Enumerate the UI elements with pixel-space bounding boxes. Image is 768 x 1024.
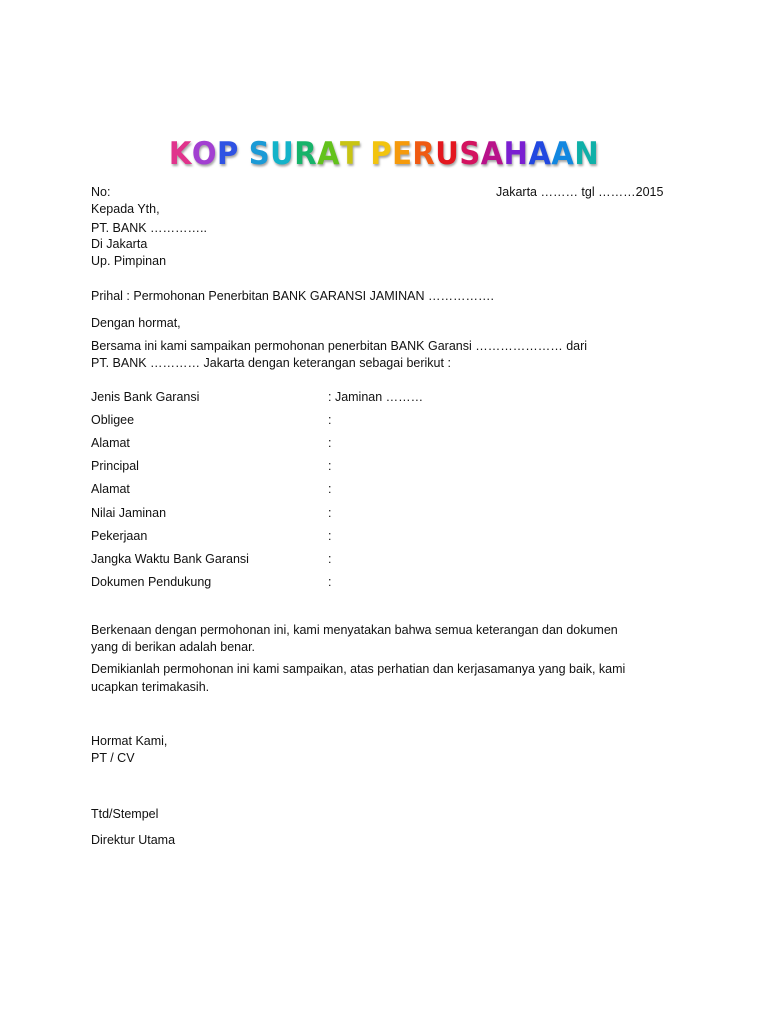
detail-value: : Jaminan ……… bbox=[328, 390, 424, 404]
detail-value: : bbox=[328, 552, 332, 566]
letterhead-letter: A bbox=[551, 134, 575, 172]
letterhead-letter: S bbox=[248, 134, 271, 172]
closing-line: ucapkan terimakasih. bbox=[91, 680, 210, 694]
statement-line: Berkenaan dengan permohonan ini, kami menyatakan bahwa semua keterangan dan dokumen bbox=[91, 623, 618, 637]
letterhead-letter: P bbox=[370, 134, 393, 172]
detail-label: Nilai Jaminan bbox=[91, 506, 167, 520]
regards: Hormat Kami, bbox=[91, 734, 168, 748]
letter-date: Jakarta ……… tgl ………2015 bbox=[496, 185, 664, 199]
signatory-title: Direktur Utama bbox=[91, 833, 176, 847]
letterhead-letter: U bbox=[270, 134, 295, 172]
letterhead-letter: H bbox=[503, 134, 529, 172]
letterhead-letter: O bbox=[191, 134, 218, 172]
greeting: Dengan hormat, bbox=[91, 316, 181, 330]
letter-number-label: No: bbox=[91, 185, 111, 199]
intro-line: PT. BANK ………… Jakarta dengan keterangan sebagai berikut : bbox=[91, 356, 451, 370]
letterhead-letter: N bbox=[574, 134, 600, 172]
company-name: PT / CV bbox=[91, 751, 135, 765]
letterhead-letter: R bbox=[412, 134, 436, 172]
letterhead-letter: A bbox=[480, 134, 504, 172]
detail-value: : bbox=[328, 506, 332, 520]
detail-label: Dokumen Pendukung bbox=[91, 575, 212, 589]
recipient-line: Up. Pimpinan bbox=[91, 254, 167, 268]
letterhead-space bbox=[360, 131, 370, 174]
detail-value: : bbox=[328, 436, 332, 450]
letterhead-letter: U bbox=[435, 134, 460, 172]
letterhead-letter: K bbox=[168, 134, 192, 172]
signature-stamp: Ttd/Stempel bbox=[91, 807, 159, 821]
recipient-line: PT. BANK ………….. bbox=[91, 221, 207, 235]
letterhead-letter: T bbox=[340, 134, 361, 172]
detail-label: Jangka Waktu Bank Garansi bbox=[91, 552, 249, 566]
letterhead-letter: E bbox=[392, 134, 413, 172]
letterhead-letter: A bbox=[528, 134, 552, 172]
detail-value: : bbox=[328, 413, 332, 427]
statement-line: yang di berikan adalah benar. bbox=[91, 640, 256, 654]
closing-line: Demikianlah permohonan ini kami sampaikan, atas perhatian dan kerjasamanya yang baik, kami bbox=[91, 662, 626, 676]
letterhead-letter: R bbox=[294, 134, 318, 172]
detail-value: : bbox=[328, 575, 332, 589]
detail-value: : bbox=[328, 529, 332, 543]
detail-label: Principal bbox=[91, 459, 139, 473]
recipient-line: Di Jakarta bbox=[91, 237, 148, 251]
letterhead-letter: P bbox=[217, 134, 239, 172]
detail-label: Obligee bbox=[91, 413, 135, 427]
detail-label: Jenis Bank Garansi bbox=[91, 390, 200, 404]
detail-label: Pekerjaan bbox=[91, 529, 148, 543]
intro-line: Bersama ini kami sampaikan permohonan penerbitan BANK Garansi ………………… dari bbox=[91, 339, 588, 353]
detail-value: : bbox=[328, 482, 332, 496]
letterhead-title bbox=[0, 133, 768, 173]
letterhead-letter: A bbox=[317, 134, 341, 172]
detail-label: Alamat bbox=[91, 482, 130, 496]
detail-value: : bbox=[328, 459, 332, 473]
recipient-line: Kepada Yth, bbox=[91, 202, 160, 216]
letterhead-space bbox=[239, 131, 249, 174]
detail-label: Alamat bbox=[91, 436, 130, 450]
subject-line: Prihal : Permohonan Penerbitan BANK GARANSI JAMINAN ……………. bbox=[91, 289, 494, 303]
letterhead-letter: S bbox=[459, 134, 481, 172]
